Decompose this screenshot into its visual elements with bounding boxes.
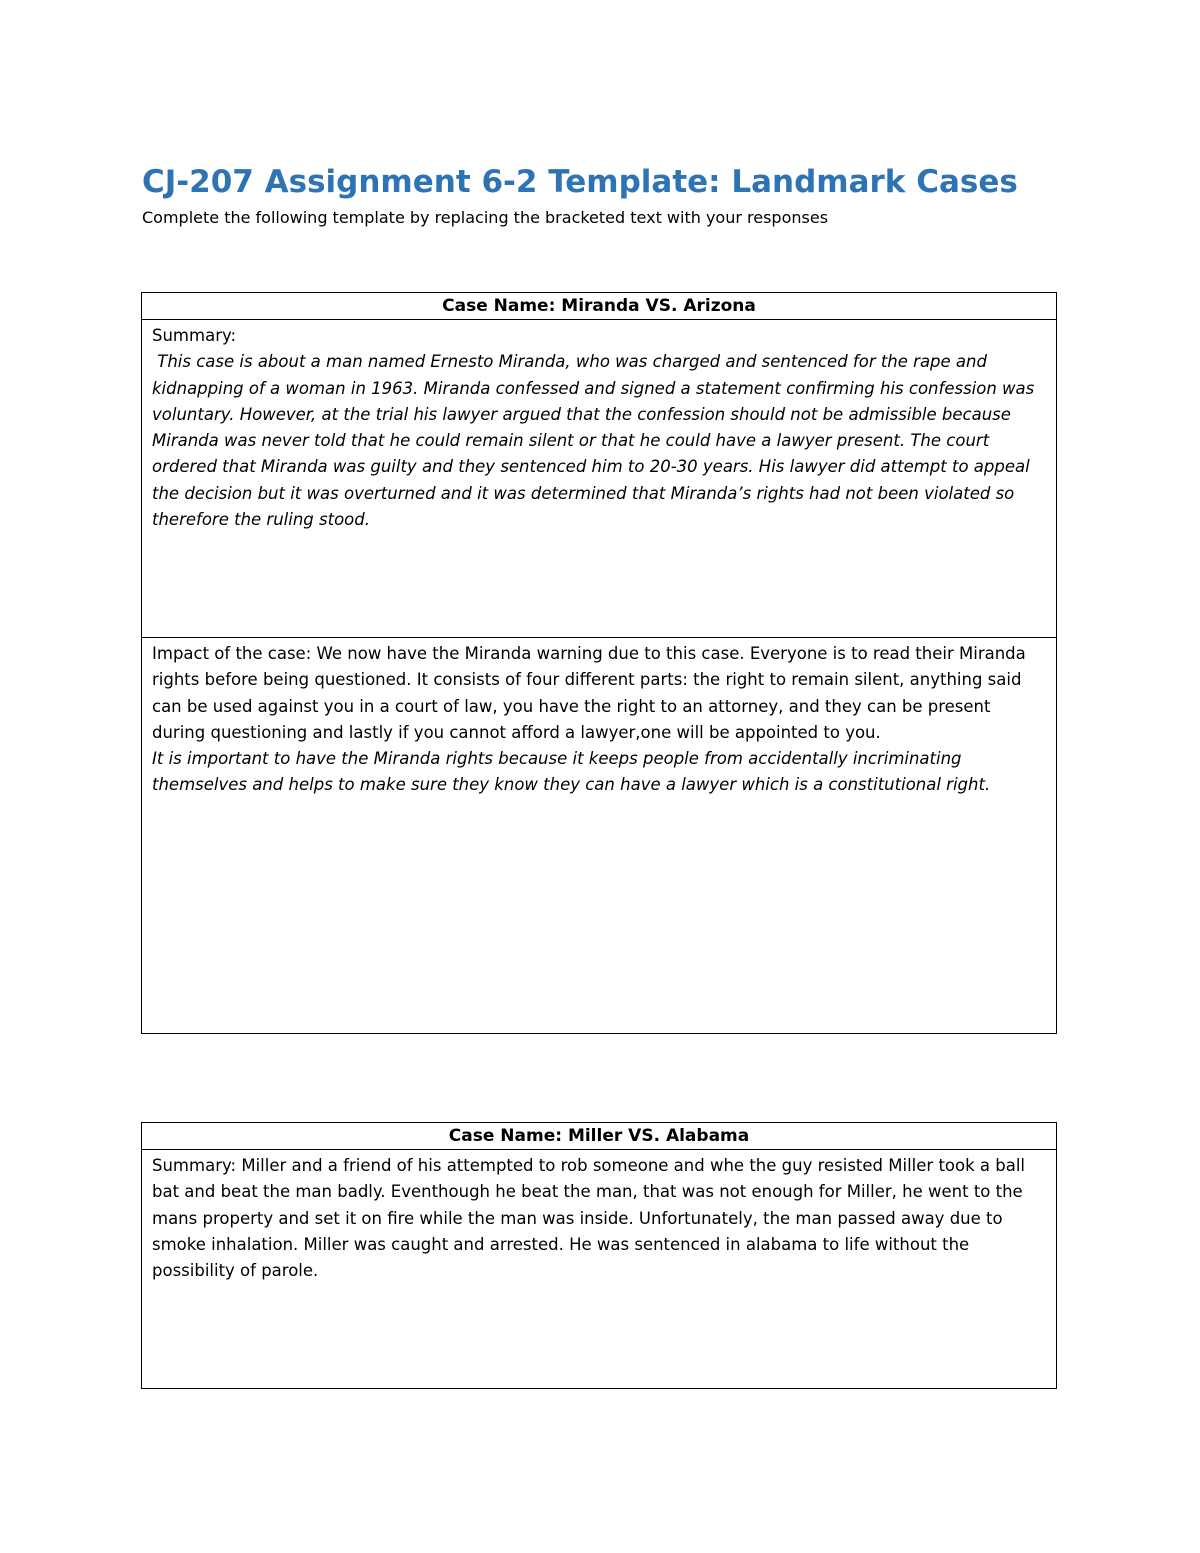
case-summary-cell[interactable] (142, 1150, 1056, 1388)
summary-label: Summary: (152, 326, 237, 345)
document-title: CJ-207 Assignment 6-2 Template: Landmark Cases (142, 164, 1018, 200)
case-summary-cell[interactable] (142, 320, 1056, 638)
case-impact-cell[interactable] (142, 638, 1056, 1033)
impact-text: Impact of the case: We now have the Miranda warning due to this case. Everyone is to read their Miranda rights before being questioned. It consists of four different parts: the right to remain silent, anything said can be used against you in a court of law, you have the right to an attorney, and they can be present during questioning and lastly if you cannot afford a lawyer,one will be appointed to you. (152, 644, 1026, 742)
summary-text: Summary: Miller and a friend of his attempted to rob someone and whe the guy resisted Miller took a ball bat and beat the man badly. Eventhough he beat the man, that was not enough for Miller, he went to the mans property and set it on fire while the man was inside. Unfortunately, the man passed away due to smoke inhalation. Miller was caught and arrested. He was sentenced in alabama to life without the possibility of parole. (152, 1156, 1026, 1281)
case-name-header: Case Name: Miller VS. Alabama (142, 1123, 1056, 1150)
case-table-miller (141, 1122, 1057, 1389)
impact-italic-text: It is important to have the Miranda rights because it keeps people from accidentally incriminating themselves and helps to make sure they know they can have a lawyer which is a constitutional right. (152, 749, 991, 795)
case-name-header: Case Name: Miranda VS. Arizona (142, 293, 1056, 320)
case-table-miranda (141, 292, 1057, 1034)
summary-text: This case is about a man named Ernesto Miranda, who was charged and sentenced for the rape and kidnapping of a woman in 1963. Miranda confessed and signed a statement confirming his confession was voluntary. However, at the trial his lawyer argued that the confession should not be admissible because Miranda was never told that he could remain silent or that he could have a lawyer present. The court ordered that Miranda was guilty and they sentenced him to 20-30 years. His lawyer did attempt to appeal the decision but it was overturned and it was determined that Miranda’s rights had not been violated so therefore the ruling stood. (152, 352, 1040, 530)
document-subtitle: Complete the following template by replacing the bracketed text with your responses (142, 208, 829, 227)
